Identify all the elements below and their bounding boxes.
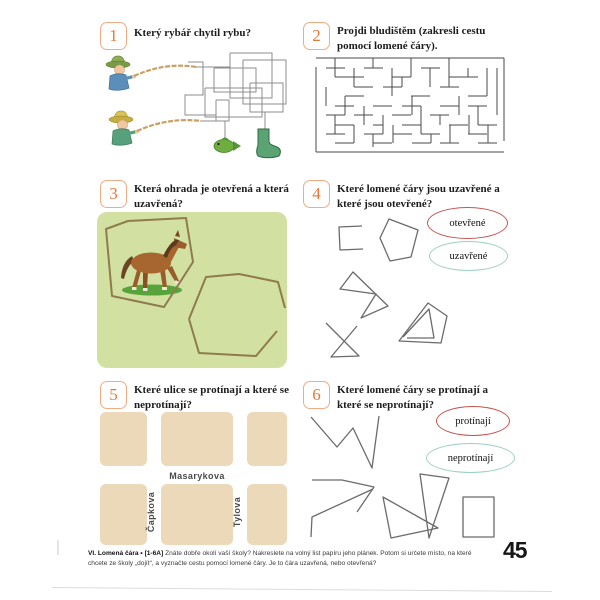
footer-task-text: Znáte dobře okolí vaší školy? Nakreslete na volný list papíru jeho plánek. Potom si určete místo, na které chcete ze školy „dojít“, a vyznačte cestu pomocí lomené čáry. Je to čára uzavřená, nebo otevřená? bbox=[88, 550, 472, 568]
fisherman-2-icon bbox=[109, 111, 139, 145]
open-polyline-c-shape bbox=[339, 226, 363, 250]
exercise-3-number: 3 bbox=[100, 180, 127, 208]
exercise-6-title: Které lomené čáry se protínají a které se neprotínají? bbox=[337, 384, 489, 411]
label-uzavrene: uzavřené bbox=[429, 241, 508, 271]
fisherman-1-icon bbox=[106, 56, 136, 90]
city-block bbox=[100, 484, 147, 545]
label-otevrene: otevřené bbox=[427, 207, 508, 239]
fishermen-puzzle-graphic bbox=[106, 53, 286, 158]
exercise-4-title: Které lomené čáry jsou uzavřené a které jsou otevřené? bbox=[337, 183, 500, 210]
footer-note bbox=[88, 549, 490, 569]
quad-inner-line bbox=[403, 309, 434, 338]
closed-pentagon bbox=[380, 219, 418, 261]
page-number: 45 bbox=[503, 537, 527, 563]
city-block bbox=[247, 412, 287, 466]
city-block bbox=[247, 484, 287, 545]
city-block bbox=[161, 484, 233, 545]
exercise-3-title: Která ohrada je otevřená a která uzavřená? bbox=[134, 183, 289, 210]
broken-lines-open-closed-graphic bbox=[326, 219, 447, 357]
street-label-capkova: Čapkova bbox=[146, 491, 156, 533]
label-protinaji: protínají bbox=[436, 406, 510, 436]
boot-icon bbox=[257, 129, 281, 158]
street-map-graphic bbox=[100, 412, 287, 545]
exercise-1-number: 1 bbox=[100, 22, 127, 50]
polyline-b bbox=[311, 489, 373, 537]
exercise-5-title: Které ulice se protínají a které se neprotínají? bbox=[134, 384, 289, 411]
w-zigzag bbox=[311, 416, 379, 468]
exercise-2-title: Projdi bludištěm (zakresli cestu pomocí lomené čáry). bbox=[337, 25, 486, 52]
triangle-lower bbox=[383, 497, 438, 538]
tangled-lines bbox=[185, 53, 286, 138]
city-block bbox=[100, 412, 147, 466]
maze-graphic bbox=[316, 58, 504, 152]
city-block bbox=[161, 412, 233, 466]
exercise-6-number: 6 bbox=[303, 381, 330, 409]
exercise-4-number: 4 bbox=[303, 180, 330, 208]
open-x-shape bbox=[326, 323, 359, 357]
street-label-masarykova: Masarykova bbox=[169, 471, 225, 481]
exercise-5-number: 5 bbox=[100, 381, 127, 409]
paddock-panel-graphic bbox=[97, 212, 287, 368]
closed-quad bbox=[399, 303, 447, 343]
label-neprotinaji: neprotínají bbox=[426, 443, 515, 473]
maze-walls bbox=[316, 58, 504, 152]
crossing-zigzag bbox=[340, 272, 388, 318]
footer-reference: [1-6A] bbox=[144, 550, 164, 557]
square-shape bbox=[463, 497, 494, 537]
footer-chapter: VI. Lomená čára • bbox=[88, 550, 143, 557]
fishing-rod-2 bbox=[137, 120, 201, 131]
fish-icon bbox=[214, 138, 241, 153]
polyline-a bbox=[312, 480, 374, 512]
fishing-rod-1 bbox=[134, 66, 196, 76]
exercise-2-number: 2 bbox=[303, 22, 330, 50]
street-label-tylova: Tylova bbox=[232, 496, 242, 528]
page-edge-mark bbox=[57, 540, 59, 555]
exercise-1-title: Který rybář chytil rybu? bbox=[134, 27, 252, 39]
